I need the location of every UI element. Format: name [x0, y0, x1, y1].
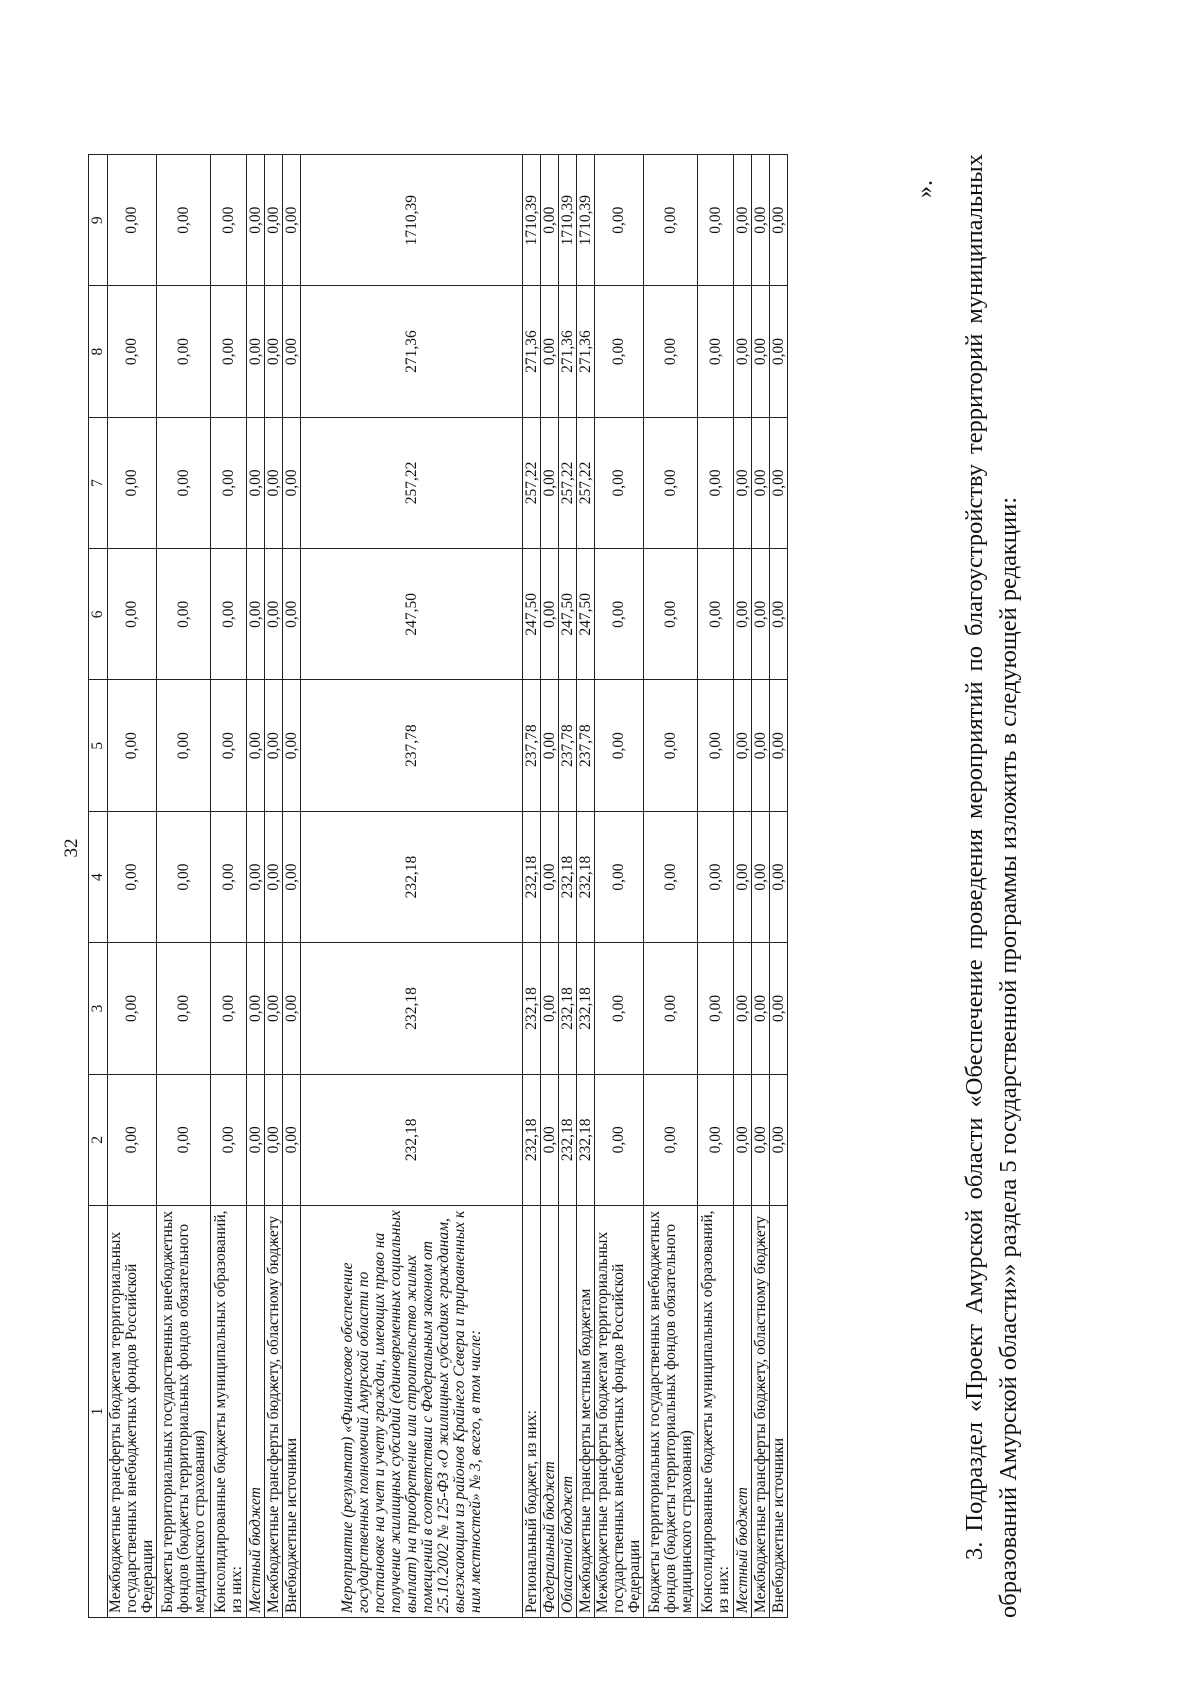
- value-cell: 232,18: [577, 811, 595, 942]
- value-cell: 0,00: [211, 680, 247, 811]
- table-row: [559, 155, 577, 1618]
- row-label: Федеральный бюджет: [541, 1206, 559, 1618]
- value-cell: 271,36: [577, 286, 595, 417]
- value-cell: 0,00: [157, 1074, 211, 1205]
- row-label: Консолидированные бюджеты муниципальных образований, из них:: [698, 1206, 734, 1618]
- value-cell: 0,00: [541, 549, 559, 680]
- value-cell: 0,00: [752, 549, 770, 680]
- table-row: [734, 155, 752, 1618]
- value-cell: 0,00: [770, 680, 788, 811]
- value-cell: 0,00: [734, 286, 752, 417]
- value-cell: 0,00: [247, 155, 265, 286]
- table-row: [752, 155, 770, 1618]
- value-cell: 257,22: [523, 417, 541, 548]
- value-cell: 232,18: [559, 811, 577, 942]
- table-row: [247, 155, 265, 1618]
- value-cell: 0,00: [265, 155, 283, 286]
- value-cell: 237,78: [559, 680, 577, 811]
- value-cell: 0,00: [734, 811, 752, 942]
- value-cell: 0,00: [734, 1074, 752, 1205]
- value-cell: 0,00: [541, 417, 559, 548]
- value-cell: 232,18: [577, 1074, 595, 1205]
- value-cell: 0,00: [211, 943, 247, 1074]
- value-cell: 0,00: [108, 549, 157, 680]
- value-cell: 271,36: [523, 286, 541, 417]
- value-cell: 0,00: [108, 155, 157, 286]
- value-cell: 0,00: [698, 417, 734, 548]
- value-cell: 0,00: [265, 417, 283, 548]
- value-cell: 0,00: [157, 811, 211, 942]
- closing-quote: ».: [912, 180, 938, 198]
- header-cell: 9: [89, 155, 108, 286]
- value-cell: 0,00: [108, 811, 157, 942]
- value-cell: 0,00: [644, 549, 698, 680]
- value-cell: 271,36: [559, 286, 577, 417]
- table-row: [211, 155, 247, 1618]
- row-label: Бюджеты территориальных государственных внебюджетных фондов (бюджеты территориальных фондов обязательного медицинского страхования): [157, 1206, 211, 1618]
- value-cell: 0,00: [644, 286, 698, 417]
- value-cell: 0,00: [644, 943, 698, 1074]
- value-cell: 0,00: [752, 943, 770, 1074]
- value-cell: 0,00: [770, 155, 788, 286]
- value-cell: 0,00: [595, 943, 644, 1074]
- value-cell: 0,00: [734, 417, 752, 548]
- row-label: Мероприятие (результат) «Финансовое обеспечение государственных полномочий Амурской области по постановке на учет и учету граждан, имеющих право на получение жилищных субсидий (единовременных социальных выплат) на приобретение или строительство жилых помещений в соответствии с Федеральным законом от 25.10.2002 № 125-ФЗ «О жилищных субсидиях гражданам, выезжающим из районов Крайнего Севера и приравненных к ним местностей» № 3, всего, в том числе:: [301, 1206, 523, 1618]
- value-cell: 0,00: [108, 943, 157, 1074]
- value-cell: 0,00: [770, 943, 788, 1074]
- rotated-page-content: [88, 118, 1128, 1638]
- value-cell: 0,00: [247, 286, 265, 417]
- value-cell: 0,00: [211, 417, 247, 548]
- value-cell: 0,00: [644, 680, 698, 811]
- value-cell: 237,78: [577, 680, 595, 811]
- body-paragraph: [958, 154, 1026, 1618]
- value-cell: 0,00: [247, 417, 265, 548]
- row-label: Консолидированные бюджеты муниципальных образований, из них:: [211, 1206, 247, 1618]
- value-cell: 247,50: [577, 549, 595, 680]
- value-cell: 0,00: [157, 417, 211, 548]
- value-cell: 0,00: [265, 286, 283, 417]
- value-cell: 0,00: [265, 549, 283, 680]
- value-cell: 0,00: [734, 155, 752, 286]
- value-cell: 0,00: [541, 155, 559, 286]
- value-cell: 0,00: [283, 549, 301, 680]
- value-cell: 232,18: [523, 943, 541, 1074]
- table-row: [698, 155, 734, 1618]
- value-cell: 1710,39: [577, 155, 595, 286]
- value-cell: 232,18: [301, 811, 523, 942]
- value-cell: 232,18: [577, 943, 595, 1074]
- value-cell: 0,00: [211, 1074, 247, 1205]
- value-cell: 232,18: [559, 943, 577, 1074]
- value-cell: 237,78: [523, 680, 541, 811]
- value-cell: 247,50: [559, 549, 577, 680]
- value-cell: 0,00: [157, 155, 211, 286]
- header-cell: 6: [89, 549, 108, 680]
- row-label: Региональный бюджет, из них:: [523, 1206, 541, 1618]
- row-label: Межбюджетные трансферты местным бюджетам: [577, 1206, 595, 1618]
- value-cell: 0,00: [265, 943, 283, 1074]
- value-cell: 0,00: [108, 680, 157, 811]
- value-cell: 0,00: [595, 286, 644, 417]
- table-row: [770, 155, 788, 1618]
- value-cell: 0,00: [283, 811, 301, 942]
- value-cell: 0,00: [283, 155, 301, 286]
- value-cell: 232,18: [301, 1074, 523, 1205]
- budget-table: [88, 154, 788, 1618]
- table-row: [301, 155, 523, 1618]
- value-cell: 0,00: [734, 680, 752, 811]
- value-cell: 232,18: [301, 943, 523, 1074]
- value-cell: 0,00: [211, 155, 247, 286]
- value-cell: 0,00: [247, 1074, 265, 1205]
- value-cell: 232,18: [523, 1074, 541, 1205]
- value-cell: 0,00: [770, 1074, 788, 1205]
- value-cell: 247,50: [301, 549, 523, 680]
- value-cell: 271,36: [301, 286, 523, 417]
- value-cell: 232,18: [559, 1074, 577, 1205]
- value-cell: 0,00: [108, 286, 157, 417]
- value-cell: 0,00: [265, 811, 283, 942]
- value-cell: 0,00: [752, 286, 770, 417]
- table-header-row: [89, 155, 108, 1618]
- value-cell: 0,00: [157, 943, 211, 1074]
- value-cell: 0,00: [752, 417, 770, 548]
- value-cell: 1710,39: [523, 155, 541, 286]
- table-row: [644, 155, 698, 1618]
- table-row: [541, 155, 559, 1618]
- header-cell: 1: [89, 1206, 108, 1618]
- header-cell: 2: [89, 1074, 108, 1205]
- table-row: [157, 155, 211, 1618]
- value-cell: 0,00: [283, 286, 301, 417]
- table-row: [595, 155, 644, 1618]
- table-row: [108, 155, 157, 1618]
- value-cell: 237,78: [301, 680, 523, 811]
- value-cell: 0,00: [698, 1074, 734, 1205]
- header-cell: 3: [89, 943, 108, 1074]
- value-cell: 0,00: [247, 680, 265, 811]
- value-cell: 257,22: [301, 417, 523, 548]
- value-cell: 0,00: [698, 286, 734, 417]
- value-cell: 1710,39: [559, 155, 577, 286]
- value-cell: 0,00: [211, 811, 247, 942]
- value-cell: 0,00: [283, 1074, 301, 1205]
- row-label: Межбюджетные трансферты бюджетам территориальных государственных внебюджетных фондов Российской Федерации: [595, 1206, 644, 1618]
- value-cell: 0,00: [247, 811, 265, 942]
- value-cell: 0,00: [211, 286, 247, 417]
- header-cell: 4: [89, 811, 108, 942]
- value-cell: 0,00: [770, 549, 788, 680]
- value-cell: 0,00: [541, 811, 559, 942]
- value-cell: 0,00: [752, 680, 770, 811]
- value-cell: 0,00: [157, 680, 211, 811]
- table-row: [265, 155, 283, 1618]
- value-cell: 0,00: [752, 155, 770, 286]
- value-cell: 0,00: [698, 155, 734, 286]
- value-cell: 257,22: [577, 417, 595, 548]
- table-row: [283, 155, 301, 1618]
- value-cell: 0,00: [770, 286, 788, 417]
- row-label: Внебюджетные источники: [770, 1206, 788, 1618]
- value-cell: 0,00: [157, 549, 211, 680]
- table-row: [523, 155, 541, 1618]
- value-cell: 0,00: [734, 943, 752, 1074]
- value-cell: 0,00: [265, 1074, 283, 1205]
- value-cell: 0,00: [541, 1074, 559, 1205]
- value-cell: 0,00: [595, 155, 644, 286]
- value-cell: 0,00: [698, 680, 734, 811]
- row-label: Бюджеты территориальных государственных внебюджетных фондов (бюджеты территориальных фондов обязательного медицинского страхования): [644, 1206, 698, 1618]
- row-label: Межбюджетные трансферты бюджетам территориальных государственных внебюджетных фондов Российской Федерации: [108, 1206, 157, 1618]
- value-cell: 0,00: [595, 1074, 644, 1205]
- row-label: Местный бюджет: [247, 1206, 265, 1618]
- value-cell: 0,00: [541, 286, 559, 417]
- row-label: Местный бюджет: [734, 1206, 752, 1618]
- value-cell: 0,00: [595, 680, 644, 811]
- header-cell: 5: [89, 680, 108, 811]
- value-cell: 247,50: [523, 549, 541, 680]
- value-cell: 0,00: [283, 943, 301, 1074]
- value-cell: 0,00: [752, 1074, 770, 1205]
- value-cell: 0,00: [595, 811, 644, 942]
- value-cell: 0,00: [644, 1074, 698, 1205]
- value-cell: 0,00: [770, 811, 788, 942]
- paragraph-text: 3. Подраздел «Проект Амурской области «Обеспечение проведения мероприятий по благоустройству территорий муниципальных образований Амурской области»» раздела 5 государственной программы изложить в следующей редакции:: [961, 154, 1022, 1618]
- value-cell: 0,00: [644, 811, 698, 942]
- value-cell: 0,00: [541, 680, 559, 811]
- value-cell: 0,00: [247, 943, 265, 1074]
- value-cell: 0,00: [247, 549, 265, 680]
- row-label: Областной бюджет: [559, 1206, 577, 1618]
- value-cell: 0,00: [644, 417, 698, 548]
- value-cell: 0,00: [283, 680, 301, 811]
- value-cell: 0,00: [541, 943, 559, 1074]
- header-cell: 7: [89, 417, 108, 548]
- header-cell: 8: [89, 286, 108, 417]
- value-cell: 257,22: [559, 417, 577, 548]
- value-cell: 0,00: [644, 155, 698, 286]
- value-cell: 0,00: [157, 286, 211, 417]
- value-cell: 1710,39: [301, 155, 523, 286]
- value-cell: 0,00: [211, 549, 247, 680]
- value-cell: 0,00: [108, 417, 157, 548]
- value-cell: 0,00: [752, 811, 770, 942]
- row-label: Межбюджетные трансферты бюджету, областному бюджету: [265, 1206, 283, 1618]
- value-cell: 0,00: [770, 417, 788, 548]
- table-row: [577, 155, 595, 1618]
- row-label: Внебюджетные источники: [283, 1206, 301, 1618]
- value-cell: 232,18: [523, 811, 541, 942]
- value-cell: 0,00: [108, 1074, 157, 1205]
- value-cell: 0,00: [698, 943, 734, 1074]
- value-cell: 0,00: [698, 549, 734, 680]
- value-cell: 0,00: [734, 549, 752, 680]
- page-number: 32: [61, 838, 82, 858]
- value-cell: 0,00: [595, 549, 644, 680]
- value-cell: 0,00: [265, 680, 283, 811]
- value-cell: 0,00: [283, 417, 301, 548]
- value-cell: 0,00: [595, 417, 644, 548]
- row-label: Межбюджетные трансферты бюджету, областному бюджету: [752, 1206, 770, 1618]
- value-cell: 0,00: [698, 811, 734, 942]
